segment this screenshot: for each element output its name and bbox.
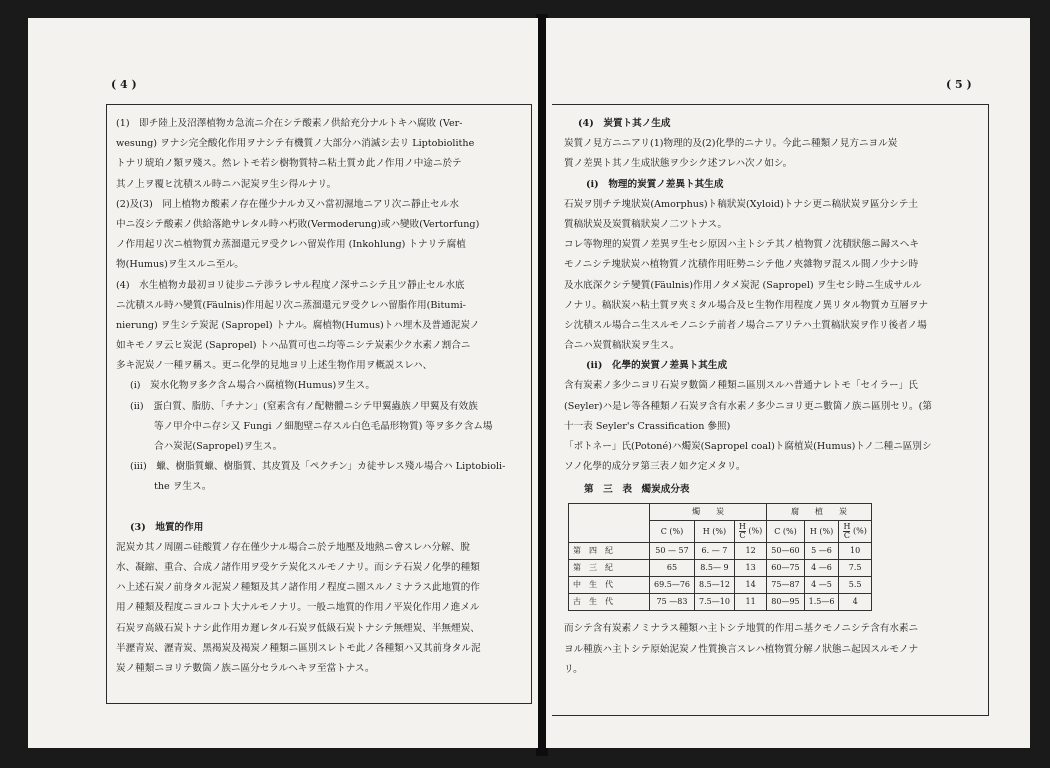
table-cell: 75 —83 (650, 594, 695, 611)
paragraph-line: 泥炭カ其ノ周圍ニ硅酸質ノ存在僅少ナル場合ニ於テ地壓及地熱ニ會スレハ分解、脫 (116, 541, 470, 553)
paragraph-line: ヨル種族ハ主トシテ原始泥炭ノ性質換言スレハ植物質分解ノ狀態ニ起因スルモノナ (564, 643, 919, 655)
column-header: C (%) (650, 521, 695, 543)
column-header: H (%) (695, 521, 735, 543)
paragraph-line: 質稿狀炭及炭質稿狀炭ノ二ツトナス。 (564, 218, 727, 230)
paragraph-line: 十一表 Seyler's Crassification 參照) (564, 420, 731, 432)
paragraph-line: シ沈積スル場合ニ生スルモノニシテ前者ノ場合ニアリテハ土質稿狀炭ヲ作リ後者ノ場 (564, 319, 927, 331)
paragraph-line: 其ノ上ヲ覆ヒ沈積スル時ニハ泥炭ヲ生シ得ルナリ。 (116, 178, 337, 190)
paragraph-line: ノナリ。稿狀炭ハ粘土質ヲ夾ミタル場合及ヒ生物作用程度ノ異リタル物質カ互層ヲナ (564, 299, 929, 311)
list-item-cont: 等ノ甲介中ニ存シ又 Fungi ノ細胞壁ニ存スル白色毛晶形物質) 等ヲ多ク含ム場 (154, 420, 493, 432)
row-label: 第三紀 (569, 560, 650, 577)
list-item: (i) 炭水化物ヲ多ク含ム場合ハ腐植物(Humus)ヲ生ス。 (130, 380, 375, 392)
table-cell: 12 (734, 543, 766, 560)
paragraph-line: 合ニハ炭質稿狀炭ヲ生ス。 (564, 340, 680, 352)
list-item-cont: the ヲ生ス。 (154, 481, 212, 493)
paragraph-line: (2)及(3) 同上植物カ酸素ノ存在僅少ナルカ又ハ當初濕地ニアリ次ニ靜止セル水 (116, 198, 459, 210)
table-row (569, 543, 872, 560)
right-page (546, 18, 1030, 748)
paragraph-line: ソノ化學的成分ヲ第三表ノ如ク定メタリ。 (564, 461, 746, 473)
table-cell: 60—75 (767, 560, 804, 577)
section-heading: (3) 地質的作用 (130, 521, 204, 533)
column-header: H C (%) (734, 521, 766, 543)
table-cell: 65 (650, 560, 695, 577)
paragraph-line: (4) 水生植物カ最初ヨリ徒步ニテ渉ラレサル程度ノ深サニシテ且ツ靜止セル水底 (116, 279, 465, 291)
table-cell: 7.5 (839, 560, 871, 577)
table-cell: 4 —5 (804, 577, 839, 594)
subsection-heading: (ii) 化學的炭質ノ差異ト其生成 (586, 360, 728, 372)
table-cell: 10 (839, 543, 871, 560)
row-label: 中生代 (569, 577, 650, 594)
paragraph-line: 中ニ沒シテ酸素ノ供給落絶サレタル時ハ朽敗(Vermoderung)或ハ變敗(Vertorfung) (116, 218, 480, 230)
column-header: H (%) (804, 521, 839, 543)
table-cell: 50 — 57 (650, 543, 695, 560)
paragraph-line: 石炭ヲ別チテ塊狀炭(Amorphus)ト稿狀炭(Xyloid)トナシ更ニ稿狀炭ヲ區分シテ土 (564, 198, 918, 210)
paragraph-line: モノニシテ塊狀炭ハ植物質ノ沈積作用旺勢ニシテ他ノ夾雜物ヲ混スル間ノ少ナシ時 (564, 259, 919, 271)
paragraph-line: 含有炭素ノ多少ニヨリ石炭ヲ數箇ノ種類ニ區別スルハ普通ナレトモ「セイラー」氏 (564, 380, 918, 392)
paragraph-line: 水、凝縮、重合、合成ノ諸作用ヲ受ケテ炭化スルモノナリ。而シテ石炭ノ化學的種類 (116, 561, 480, 573)
table-cell: 50—60 (767, 543, 804, 560)
table-cell: 1.5—6 (804, 594, 839, 611)
list-item: (ii) 蛋白質、脂肪、「チナン」(窒素含有ノ配糖體ニシテ甲翼蟲族ノ甲翼及有效族 (130, 400, 478, 412)
paragraph-line: 炭質ノ見方ニニアリ(1)物理的及(2)化學的ニナリ。今此ニ種類ノ見方ニヨル炭 (564, 138, 898, 150)
paragraph-line: 如キモノヲ云ヒ炭泥 (Sapropel) トハ品質可也ニ均等ニシテ炭素少ク水素ノ割合ニ (116, 340, 471, 352)
page-number: ( 4 ) (111, 78, 137, 91)
group-header: 腐 植 炭 (767, 504, 872, 521)
composition-table (568, 503, 872, 611)
paragraph-line: nierung) ヲ生シテ炭泥 (Sapropel) トナル。腐植物(Humus)トハ埋木及普通泥炭ノ (116, 319, 480, 331)
paragraph-line: 「ポトネー」氏(Potoné)ハ燭炭(Sapropel coal)ト腐植炭(Humus)トノ二種ニ區別シ (564, 441, 932, 452)
table-cell: 11 (734, 594, 766, 611)
section-heading: (4) 炭質ト其ノ生成 (578, 118, 671, 129)
paragraph-line: 石炭ヲ高級石炭トナシ此作用カ遲レタル石炭ヲ低級石炭トナシテ無煙炭、半無煙炭、 (116, 622, 480, 634)
table-cell: 75—87 (767, 577, 804, 594)
table-cell: 14 (734, 577, 766, 594)
table-cell: 8.5—12 (695, 577, 735, 594)
body-text (116, 114, 526, 679)
table-row (569, 560, 872, 577)
paragraph-line: wesung) ヲナシ完全酸化作用ヲナシテ有機質ノ大部分ハ消滅シ去リ Liptobiolithe (116, 138, 475, 150)
paragraph-line: (1) 即チ陸上及沼澤植物カ急流ニ介在シテ酸素ノ供給充分ナルトキハ腐敗 (Ver- (116, 118, 463, 129)
table-corner (569, 504, 650, 543)
paragraph-line: コレ等物理的炭質ノ差異ヲ生セシ原因ハ主トシテ其ノ植物質ノ沈積狀態ニ歸スヘキ (564, 239, 919, 251)
table-cell: 6. — 7 (695, 543, 735, 560)
table-cell: 8.5— 9 (695, 560, 735, 577)
group-header: 燭 炭 (650, 504, 767, 521)
list-item-cont: 合ハ炭泥(Sapropel)ヲ生ス。 (154, 441, 283, 452)
table-cell: 69.5—76 (650, 577, 695, 594)
paragraph-line: 半瀝青炭、瀝青炭、黑褐炭及褐炭ノ種類ニ區別スレトモ此ノ各種類ハ又其前身タル泥 (116, 642, 481, 654)
subsection-heading: (i) 物理的炭質ノ差異ト其生成 (586, 178, 724, 190)
paragraph-line: トナリ琥珀ノ類ヲ殘ス。然レトモ若シ樹物質特ニ粘土質カ此ノ作用ノ中途ニ於テ (116, 158, 462, 170)
column-header: C (%) (767, 521, 804, 543)
paragraph-line: ニ沈積スル時ハ變質(Fäulnis)作用起リ次ニ蒸溜還元ヲ受クレハ留脂作用(Bitumi- (116, 299, 466, 311)
paragraph-line: 用ノ種類及程度ニヨルコト大ナルモノナリ。一般ニ地質的作用ノ平炭化作用ノ進メル (116, 602, 480, 614)
page-number: ( 5 ) (946, 78, 972, 91)
left-page (28, 18, 538, 748)
list-item: (iii) 蠟、樹脂質蠟、樹脂質、其皮質及「ペクチン」カ徒サレス殘ル場合ハ Liptobioli- (130, 461, 506, 473)
paragraph-line: ハ上述石炭ノ前身タル泥炭ノ種類及其ノ諸作用ノ程度ニ園スルノミナラス此地質的作 (116, 582, 480, 594)
table-cell: 7.5—10 (695, 594, 735, 611)
table-row (569, 594, 872, 611)
table-cell: 5 —6 (804, 543, 839, 560)
table-title: 第 三 表 燭炭成分表 (584, 484, 690, 496)
paragraph-line: 質ノ差異ト其ノ生成狀態ヲ少シク述フレハ次ノ如シ。 (564, 158, 793, 170)
table-cell: 4 (839, 594, 871, 611)
table-cell: 5.5 (839, 577, 871, 594)
table-cell: 80—95 (767, 594, 804, 611)
table-cell: 4 —6 (804, 560, 839, 577)
paragraph-line: 及水底深クシテ變質(Fäulnis)作用ノタメ炭泥 (Sapropel) ヲ生セシ時ニ生成サルル (564, 279, 922, 291)
paragraph-line: (Seyler)ハ是レ等各種類ノ石炭ヲ含有水素ノ多少ニヨリ更ニ數箇ノ族ニ區別セリ。(第 (564, 400, 932, 412)
paragraph-line: 物(Humus)ヲ生スルニ至ル。 (116, 259, 244, 271)
paragraph-line: 而シテ含有炭素ノミナラス種類ハ主トシテ地質的作用ニ基クモノニシテ含有水素ニ (564, 623, 919, 635)
column-header: H C (%) (839, 521, 871, 543)
paragraph-line: 炭ノ種類ニヨリテ數箇ノ族ニ區分セラルヘキヲ至當トナス。 (116, 662, 375, 674)
paragraph-line: 多キ泥炭ノ一種ヲ稱ス。更ニ化學的見地ヨリ上述生物作用ヲ概説スレハ、 (116, 360, 433, 372)
row-label: 古生代 (569, 594, 650, 611)
paragraph-line: リ。 (564, 663, 583, 675)
body-text (564, 114, 986, 680)
paragraph-line: ノ作用起リ次ニ植物質カ蒸溜還元ヲ受クレハ留炭作用 (Inkohlung) トナリテ腐植 (116, 239, 466, 251)
table-row (569, 577, 872, 594)
table-cell: 13 (734, 560, 766, 577)
row-label: 第四紀 (569, 543, 650, 560)
